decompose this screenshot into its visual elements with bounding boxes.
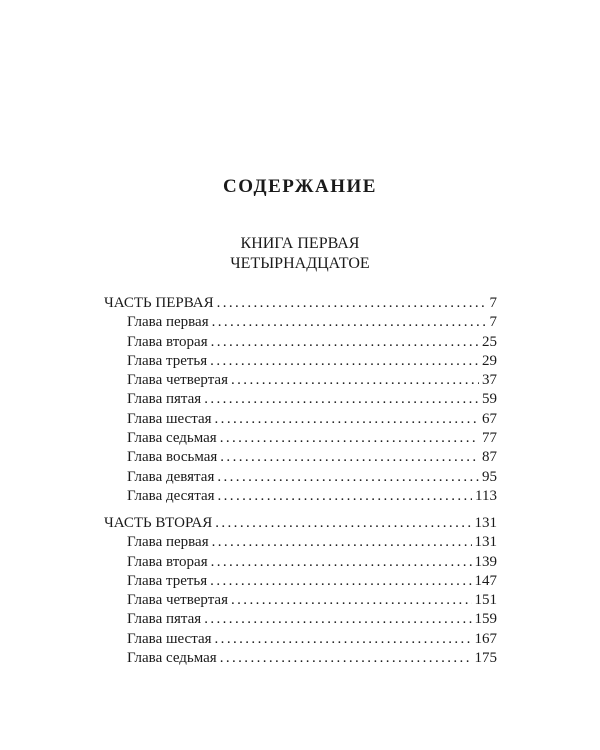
toc-entry-label: ЧАСТЬ ВТОРАЯ bbox=[104, 515, 213, 531]
toc-entry-label: Глава шестая bbox=[127, 630, 212, 647]
dot-leader bbox=[204, 390, 479, 409]
toc-entry-chapter bbox=[104, 410, 497, 429]
toc-entry-label: ЧАСТЬ ПЕРВАЯ bbox=[104, 295, 214, 311]
dot-leader bbox=[212, 533, 472, 552]
toc-entry-label: Глава шестая bbox=[127, 410, 212, 427]
toc-entry-chapter bbox=[104, 533, 497, 552]
toc-part-1 bbox=[104, 294, 497, 506]
dot-leader bbox=[217, 468, 479, 487]
toc-entry-label: Глава вторая bbox=[127, 333, 208, 350]
toc-entry-chapter bbox=[104, 610, 497, 629]
dot-leader bbox=[210, 352, 479, 371]
toc-entry-label: Глава четвертая bbox=[127, 592, 228, 609]
toc-entry-label: Глава третья bbox=[127, 572, 208, 589]
toc-entry-chapter bbox=[104, 333, 497, 352]
toc-entry-chapter bbox=[104, 352, 497, 371]
toc-entry-label: Глава первая bbox=[127, 314, 209, 331]
toc-entry-page: 151 bbox=[474, 592, 497, 609]
toc-entry-page: 95 bbox=[482, 468, 497, 485]
toc-entry-label: Глава третья bbox=[127, 352, 208, 369]
dot-leader bbox=[212, 313, 487, 332]
toc-entry-label: Глава вторая bbox=[127, 553, 208, 570]
toc-entry-label: Глава пятая bbox=[127, 391, 202, 408]
toc-entry-chapter bbox=[104, 371, 497, 390]
toc-entry-label: Глава восьмая bbox=[127, 449, 218, 466]
toc-entry-page: 77 bbox=[482, 430, 497, 447]
toc-entry-page: 7 bbox=[489, 314, 497, 331]
toc-entry-page: 131 bbox=[474, 534, 497, 551]
toc-entry-page: 37 bbox=[482, 372, 497, 389]
toc-entry-page: 139 bbox=[474, 553, 497, 570]
toc-entry-label: Глава десятая bbox=[127, 487, 215, 504]
toc-entry-page: 25 bbox=[482, 333, 497, 350]
dot-leader bbox=[220, 649, 472, 668]
toc-entry-page: 159 bbox=[474, 611, 497, 628]
toc-entry-chapter bbox=[104, 468, 497, 487]
toc-entry-label: Глава пятая bbox=[127, 611, 202, 628]
dot-leader bbox=[220, 429, 479, 448]
toc-entry-chapter bbox=[104, 487, 497, 506]
toc-entry-page: 167 bbox=[474, 630, 497, 647]
toc-entry-label: Глава первая bbox=[127, 534, 209, 551]
dot-leader bbox=[204, 610, 471, 629]
dot-leader bbox=[211, 333, 479, 352]
toc-entry-page: 87 bbox=[482, 449, 497, 466]
dot-leader bbox=[215, 630, 472, 649]
toc-entry-page: 131 bbox=[474, 515, 497, 531]
toc-entry-page: 7 bbox=[489, 295, 497, 311]
toc-entry-page: 29 bbox=[482, 352, 497, 369]
toc-entry-chapter bbox=[104, 630, 497, 649]
toc-entry-chapter bbox=[104, 591, 497, 610]
toc-entry-label: Глава седьмая bbox=[127, 430, 217, 447]
toc-entry-page: 175 bbox=[474, 650, 497, 667]
toc-entry-chapter bbox=[104, 553, 497, 572]
dot-leader bbox=[220, 448, 479, 467]
dot-leader bbox=[215, 410, 479, 429]
toc-entry-label: Глава девятая bbox=[127, 468, 215, 485]
toc-entry-part bbox=[104, 294, 497, 313]
toc-entry-chapter bbox=[104, 390, 497, 409]
toc-part-2 bbox=[104, 514, 497, 668]
toc-entry-label: Глава седьмая bbox=[127, 650, 217, 667]
book-heading-line1: КНИГА ПЕРВАЯ bbox=[240, 235, 360, 252]
book-heading bbox=[0, 234, 600, 274]
dot-leader bbox=[218, 487, 473, 506]
dot-leader bbox=[217, 294, 487, 313]
toc-entry-page: 59 bbox=[482, 391, 497, 408]
page-title: СОДЕРЖАНИЕ bbox=[223, 176, 377, 197]
dot-leader bbox=[211, 553, 472, 572]
toc-entry-page: 67 bbox=[482, 410, 497, 427]
toc-entry-page: 147 bbox=[474, 572, 497, 589]
dot-leader bbox=[231, 371, 479, 390]
toc-entry-part bbox=[104, 514, 497, 533]
toc-entry-chapter bbox=[104, 649, 497, 668]
dot-leader bbox=[210, 572, 471, 591]
toc-entry-page: 113 bbox=[475, 487, 497, 504]
toc-entry-chapter bbox=[104, 429, 497, 448]
toc-entry-chapter bbox=[104, 313, 497, 332]
toc-entry-chapter bbox=[104, 572, 497, 591]
dot-leader bbox=[215, 514, 471, 533]
toc-entry-label: Глава четвертая bbox=[127, 372, 228, 389]
dot-leader bbox=[231, 591, 472, 610]
book-heading-line2: ЧЕТЫРНАДЦАТОЕ bbox=[230, 255, 370, 272]
toc-entry-chapter bbox=[104, 448, 497, 467]
